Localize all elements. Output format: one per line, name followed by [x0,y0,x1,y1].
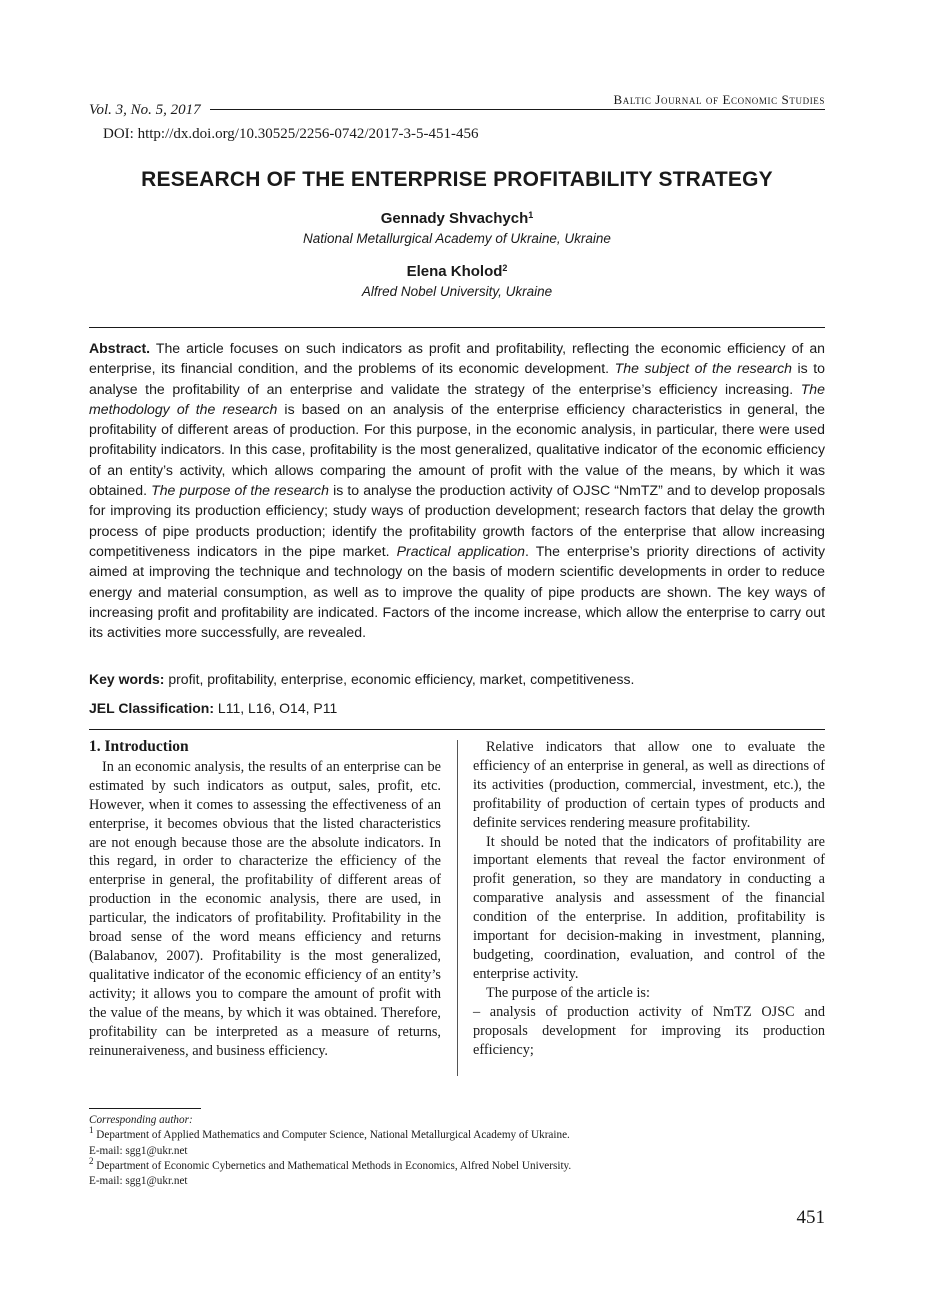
footnote-2-email[interactable]: E-mail: sgg1@ukr.net [89,1175,188,1188]
footnote-2 [89,1155,825,1174]
right-paragraph-4: – analysis of production activity of NmTZ OJSC and proposals development for improving its production efficiency; [473,1003,825,1058]
header-rule [210,109,825,110]
author-2-sup: 2 [502,263,508,273]
article-title: RESEARCH OF THE ENTERPRISE PROFITABILITY STRATEGY [141,168,773,191]
footnote-1-text: Department of Applied Mathematics and Computer Science, National Metallurgical Academy of Ukraine. [93,1129,570,1142]
author-2-name: Elena Kholod [406,263,503,280]
footnote-2-text: Department of Economic Cybernetics and Mathematical Methods in Economics, Alfred Nobel University. [93,1159,572,1172]
abstract-practical-label: Practical application [396,542,526,559]
abstract-text-1: The article focuses on such indicators as profit and profitability, reflecting the economic efficiency of an enterprise, its financial condition, and the problems of its economic development. [89,340,825,377]
abstract-text-4: is to analyse the production activity of OJSC “NmTZ” and to develop proposals for improving its production efficiency; study ways of production development; research factors that delay the growth process of pipe products production; identify the profitability growth factors of the enterprise that allow increasing competitiveness indicators in the pipe market. [89,482,825,559]
abstract-methodology-label: The methodology of the research [89,380,825,417]
author-1-sup: 1 [528,210,534,220]
abstract [89,338,825,642]
author-1 [89,210,825,227]
jel-text: L11, L16, O14, P11 [214,700,338,716]
footnote-1-email[interactable]: E-mail: sgg1@ukr.net [89,1144,188,1157]
doi-link[interactable]: DOI: http://dx.doi.org/10.30525/2256-0742/2017-3-5-451-456 [103,126,479,142]
abstract-subject-label: The subject of the research [614,360,792,377]
right-paragraph-2: It should be noted that the indicators of profitability are important elements that reveal the factor environment of profit generation, so they are mandatory in conducting a comparative analysis and assessment of the financial condition of the enterprise. In addition, profitability is important for decision-making in investment, planning, budgeting, coordination, evaluation, and control of the enterprise activity. [473,833,825,982]
abstract-text-3: is based on an analysis of the enterprise efficiency characteristics in general, the profitability of different areas of production. For this purpose, in the economic analysis, in particular, there were used profitability indicators. In this case, profitability is the most generalized, qualitative indicator of the economic efficiency of an entity’s activity, which allows comparing the amount of profit with the value of the means, by which it was obtained. [89,400,825,499]
volume-label: Vol. 3, No. 5, 2017 [89,102,201,118]
section-heading-introduction: 1. Introduction [89,738,189,755]
right-column [473,738,825,1059]
footnote-1-sup: 1 [89,1125,94,1136]
corresponding-author-label: Corresponding author: [89,1114,193,1126]
footnotes [89,1113,825,1189]
abstract-text-5: . The enterprise’s priority directions of activity aimed at improving the technique and technology on the basis of modern scientific developments in order to reduce energy and material consumption, as well as to improve the quality of pipe products are shown. The key ways of increasing profit and profitability are indicated. Factors of the income increase, which allow the enterprise to carry out its activities more successfully, are revealed. [89,542,826,641]
left-column [89,738,441,1060]
jel-classification [89,700,825,716]
abstract-text-2: is to analyse the profitability of an enterprise and validate the strategy of the enterprise’s efficiency increasing. [89,360,826,397]
right-paragraph-3: The purpose of the article is: [486,984,650,1001]
footnote-1 [89,1125,825,1143]
abstract-purpose-label: The purpose of the research [151,482,329,499]
keywords [89,671,825,687]
author-1-affiliation: National Metallurgical Academy of Ukraine, Ukraine [303,231,611,246]
page-number: 451 [796,1207,825,1228]
jel-label: JEL Classification: [89,700,215,716]
body-top-rule [89,729,825,730]
footnote-2-sup: 2 [89,1155,94,1166]
keywords-text: profit, profitability, enterprise, economic efficiency, market, competitiveness. [164,671,635,687]
footnote-rule [89,1108,201,1109]
author-2 [89,263,825,280]
keywords-label: Key words: [89,671,165,687]
abstract-top-rule [89,327,825,328]
intro-paragraph: In an economic analysis, the results of an enterprise can be estimated by such indicators as output, sales, profit, etc. However, when it comes to assessing the effectiveness of an enterprise, it becomes obvious that the listed characteristics are not enough because those are the absolute indicators. In this regard, in order to characterize the efficiency of the enterprise in general, the profitability of different areas of production in the economic analysis, there are used, in particular, the indicators of profitability. Profitability in the broad sense of the word means efficiency and returns (Balabanov, 2007). Profitability is the most generalized, qualitative indicator of the economic efficiency of an entity’s activity; it allows you to compare the amount of profit with the value of the means, by which it was obtained. Therefore, profitability can be interpreted as a measure of returns, reinuneraiveness, and business efficiency. [89,758,441,1059]
author-1-name: Gennady Shvachych [380,210,529,227]
author-2-affiliation: Alfred Nobel University, Ukraine [361,284,553,299]
abstract-label: Abstract. [89,340,151,356]
right-paragraph-1: Relative indicators that allow one to evaluate the efficiency of an enterprise in general, as well as directions of its activities (production, commercial, investment, etc.), the profitability of production of certain types of products and definite services rendering measure profitability. [473,739,825,831]
journal-name: Baltic Journal of Economic Studies [613,92,825,107]
column-divider [457,740,458,1076]
